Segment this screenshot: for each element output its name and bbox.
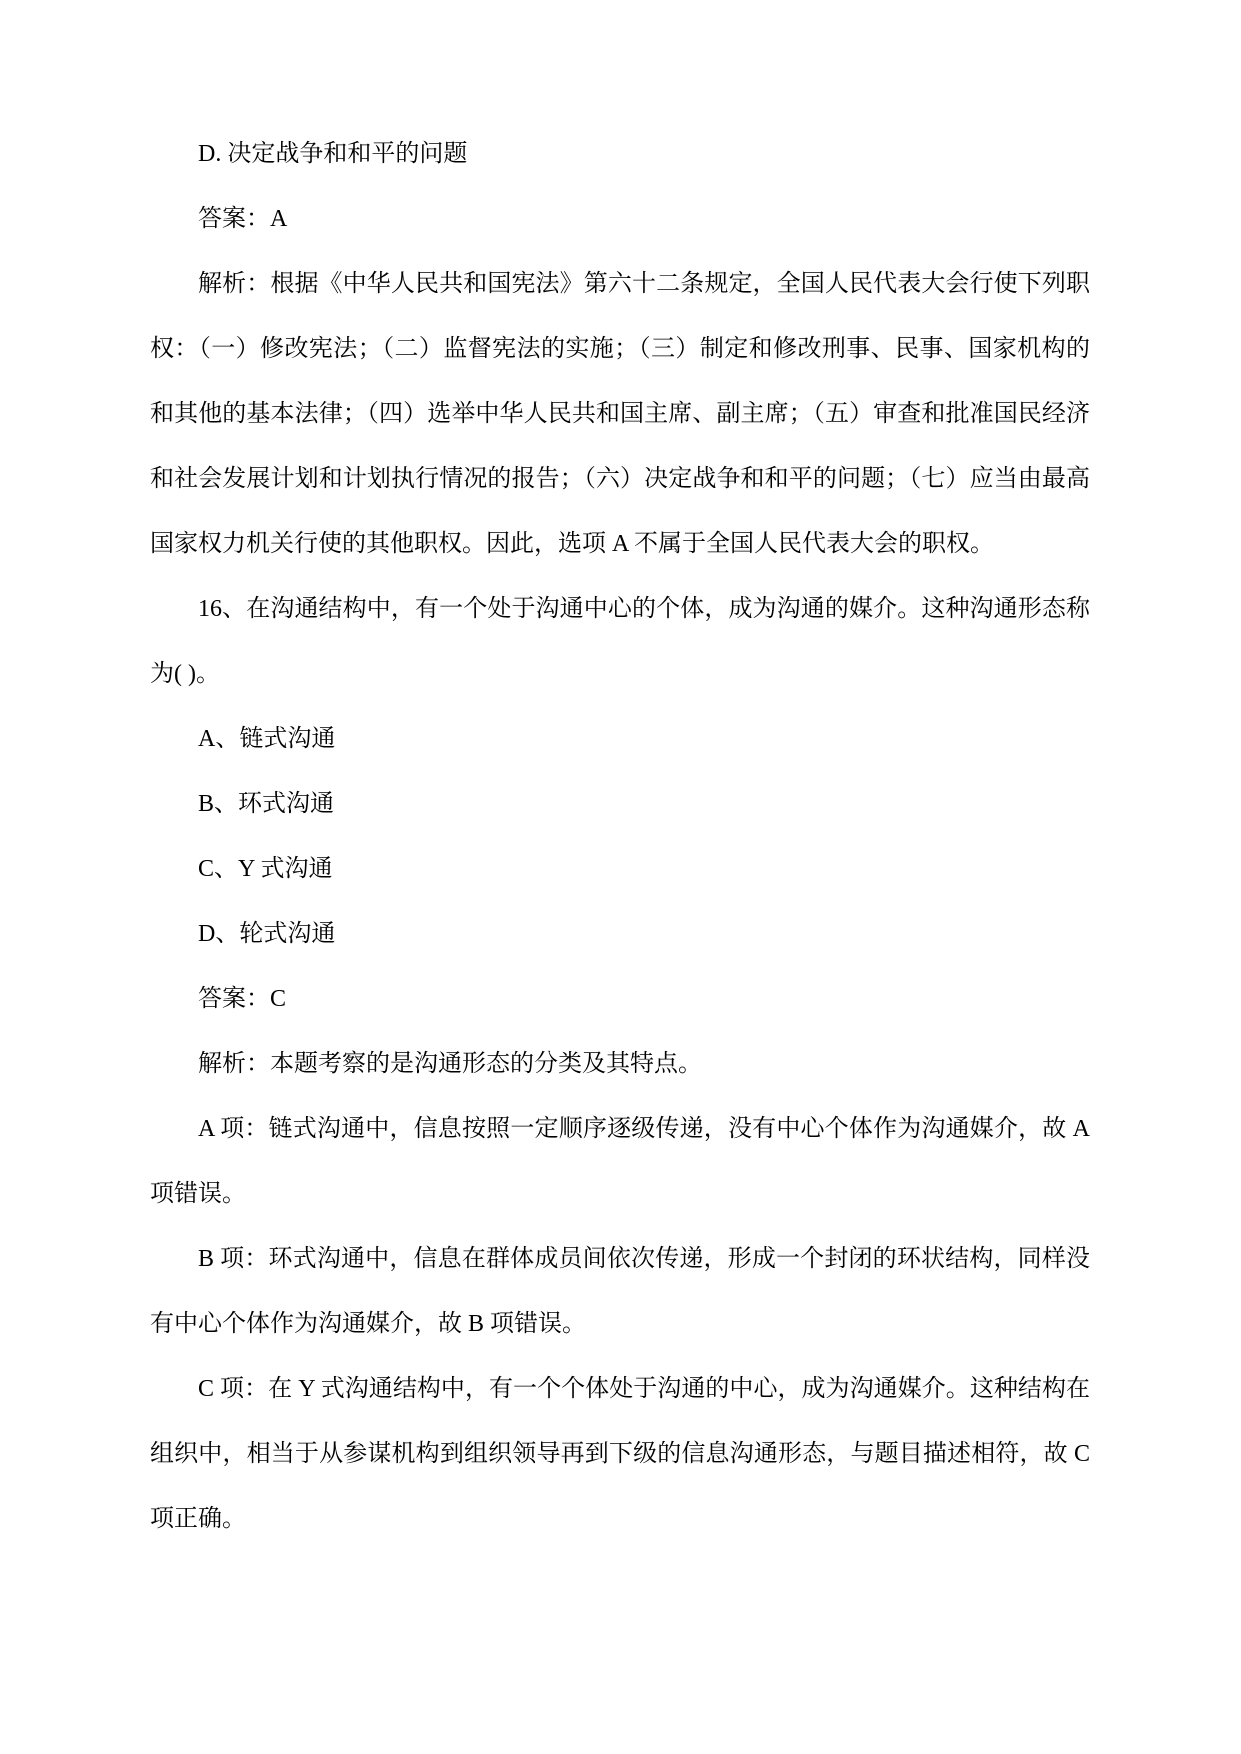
q16-analysis-a: A 项：链式沟通中，信息按照一定顺序逐级传递，没有中心个体作为沟通媒介，故 A 项错误。 xyxy=(150,1116,1090,1207)
q15-answer: 答案：A xyxy=(198,206,288,232)
q15-analysis: 解析：根据《中华人民共和国宪法》第六十二条规定，全国人民代表大会行使下列职权：（一）修改宪法；（二）监督宪法的实施；（三）制定和修改刑事、民事、国家机构的和其他的基本法律；（四）选举中华人民共和国主席、副主席；（五）审查和批准国民经济和社会发展计划和计划执行情况的报告；（六）决定战争和和平的问题；（七）应当由最高国家权力机关行使的其他职权。因此，选项 A 不属于全国人民代表大会的职权。 xyxy=(150,271,1090,557)
q15-option-d: D. 决定战争和和平的问题 xyxy=(198,141,468,167)
q16-analysis-intro: 解析：本题考察的是沟通形态的分类及其特点。 xyxy=(198,1051,702,1077)
q16-option-a: A、链式沟通 xyxy=(198,726,336,752)
q16-answer: 答案：C xyxy=(198,986,287,1012)
q16-stem: 16、在沟通结构中，有一个处于沟通中心的个体，成为沟通的媒介。这种沟通形态称为( )。 xyxy=(150,596,1090,687)
q16-option-d: D、轮式沟通 xyxy=(198,921,336,947)
q16-option-c: C、Y 式沟通 xyxy=(198,856,333,882)
q16-analysis-b: B 项：环式沟通中，信息在群体成员间依次传递，形成一个封闭的环状结构，同样没有中心个体作为沟通媒介，故 B 项错误。 xyxy=(150,1246,1090,1337)
q16-option-b: B、环式沟通 xyxy=(198,791,335,817)
q16-analysis-c: C 项：在 Y 式沟通结构中，有一个个体处于沟通的中心，成为沟通媒介。这种结构在组织中，相当于从参谋机构到组织领导再到下级的信息沟通形态，与题目描述相符，故 C 项正确。 xyxy=(150,1376,1090,1532)
